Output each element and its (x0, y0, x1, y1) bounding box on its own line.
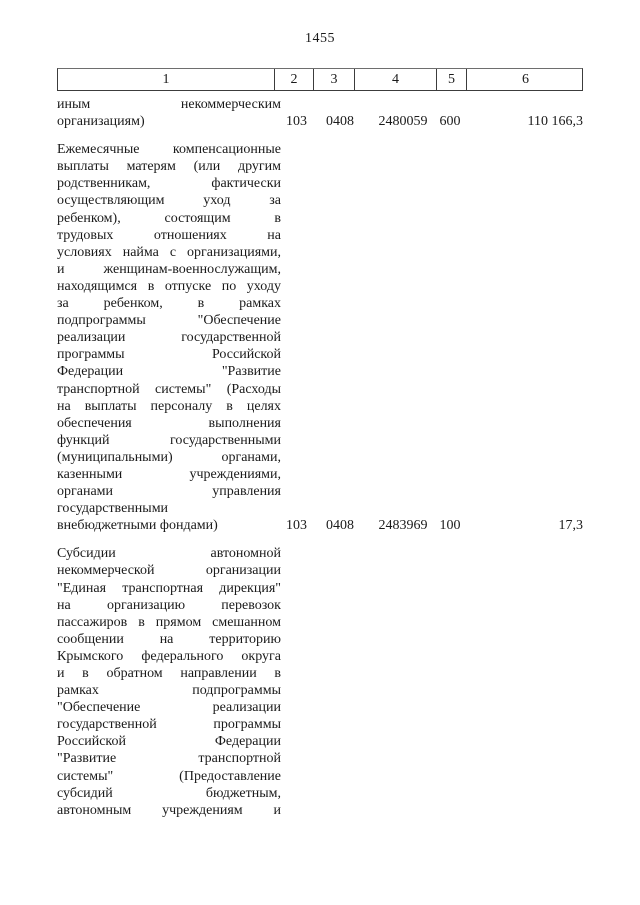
header-cell-2: 2 (274, 69, 313, 90)
text-line: на выплаты персоналу в целях (57, 398, 281, 414)
text-line: системы" (Предоставление (57, 768, 281, 784)
row-description (57, 545, 281, 819)
text-line: транспортной системы" (Расходы (57, 381, 281, 397)
cell-grbs-code: 103 (286, 518, 307, 534)
text-line: организациям) (57, 114, 145, 130)
table-column-header-row (57, 68, 583, 91)
cell-amount: 110 166,3 (527, 114, 583, 130)
table-row (57, 545, 583, 819)
header-cell-1: 1 (162, 71, 170, 87)
text-line: иным некоммерческим (57, 97, 281, 112)
text-line: (муниципальными) органами, (57, 449, 281, 465)
text-line: и женщинам-военнослужащим, (57, 261, 281, 277)
text-line: автономным учреждениям и (57, 802, 281, 818)
text-line: находящимся в отпуске по уходу (57, 278, 281, 294)
text-line: субсидий бюджетным, (57, 785, 281, 801)
text-line: государственной программы (57, 717, 281, 733)
text-line: функций государственными (57, 432, 281, 448)
header-cell-3: 3 (313, 69, 354, 90)
table-body (57, 96, 583, 830)
text-line: "Единая транспортная дирекция" (57, 580, 281, 596)
text-line: Субсидии автономной (57, 546, 281, 562)
text-line: "Развитие транспортной (57, 751, 281, 767)
text-line: некоммерческой организации (57, 563, 281, 579)
text-line: Российской Федерации (57, 734, 281, 750)
text-line: за ребенком, в рамках (57, 296, 281, 312)
cell-expense-type-code: 100 (439, 518, 461, 534)
cell-expense-type-code: 600 (439, 114, 461, 130)
text-line: обеспечения выполнения (57, 415, 281, 431)
text-line: программы Российской (57, 347, 281, 363)
text-line: реализации государственной (57, 330, 281, 346)
cell-section-code: 0408 (326, 518, 354, 534)
text-line: рамках подпрограммы (57, 683, 281, 699)
text-line: Крымского федерального округа (57, 648, 281, 664)
cell-amount: 17,3 (558, 518, 583, 534)
text-line: Федерации "Развитие (57, 364, 281, 380)
text-line: подпрограммы "Обеспечение (57, 313, 281, 329)
text-line: государственными (57, 501, 169, 517)
text-line: осуществляющим уход за (57, 193, 281, 209)
cell-target-article-code: 2480059 (378, 114, 428, 130)
row-description (57, 141, 281, 534)
text-line: ребенком), состоящим в (57, 210, 281, 226)
text-line: выплаты матерям (или другим (57, 159, 281, 175)
text-line: родственникам, фактически (57, 176, 281, 192)
text-line: трудовых отношениях на (57, 227, 281, 243)
table-row (57, 141, 583, 534)
text-line: и в обратном направлении в (57, 666, 281, 681)
cell-grbs-code: 103 (286, 114, 307, 130)
text-line: пассажиров в прямом смешанном (57, 614, 281, 630)
cell-target-article-code: 2483969 (378, 518, 428, 534)
text-line: органами управления (57, 484, 281, 500)
header-cell-6: 6 (466, 69, 584, 90)
text-line: условиях найма с организациями, (57, 244, 281, 260)
header-cell-4: 4 (354, 69, 436, 90)
text-line: Ежемесячные компенсационные (57, 142, 281, 158)
header-cell-5: 5 (436, 69, 466, 90)
text-line: сообщении на территорию (57, 631, 281, 647)
cell-section-code: 0408 (326, 114, 354, 130)
text-line: внебюджетными фондами) (57, 518, 218, 534)
table-row (57, 96, 583, 130)
text-line: казенными учреждениями, (57, 466, 281, 482)
page-number: 1455 (305, 31, 335, 46)
row-description (57, 96, 281, 130)
text-line: "Обеспечение реализации (57, 700, 281, 716)
text-line: на организацию перевозок (57, 597, 281, 613)
